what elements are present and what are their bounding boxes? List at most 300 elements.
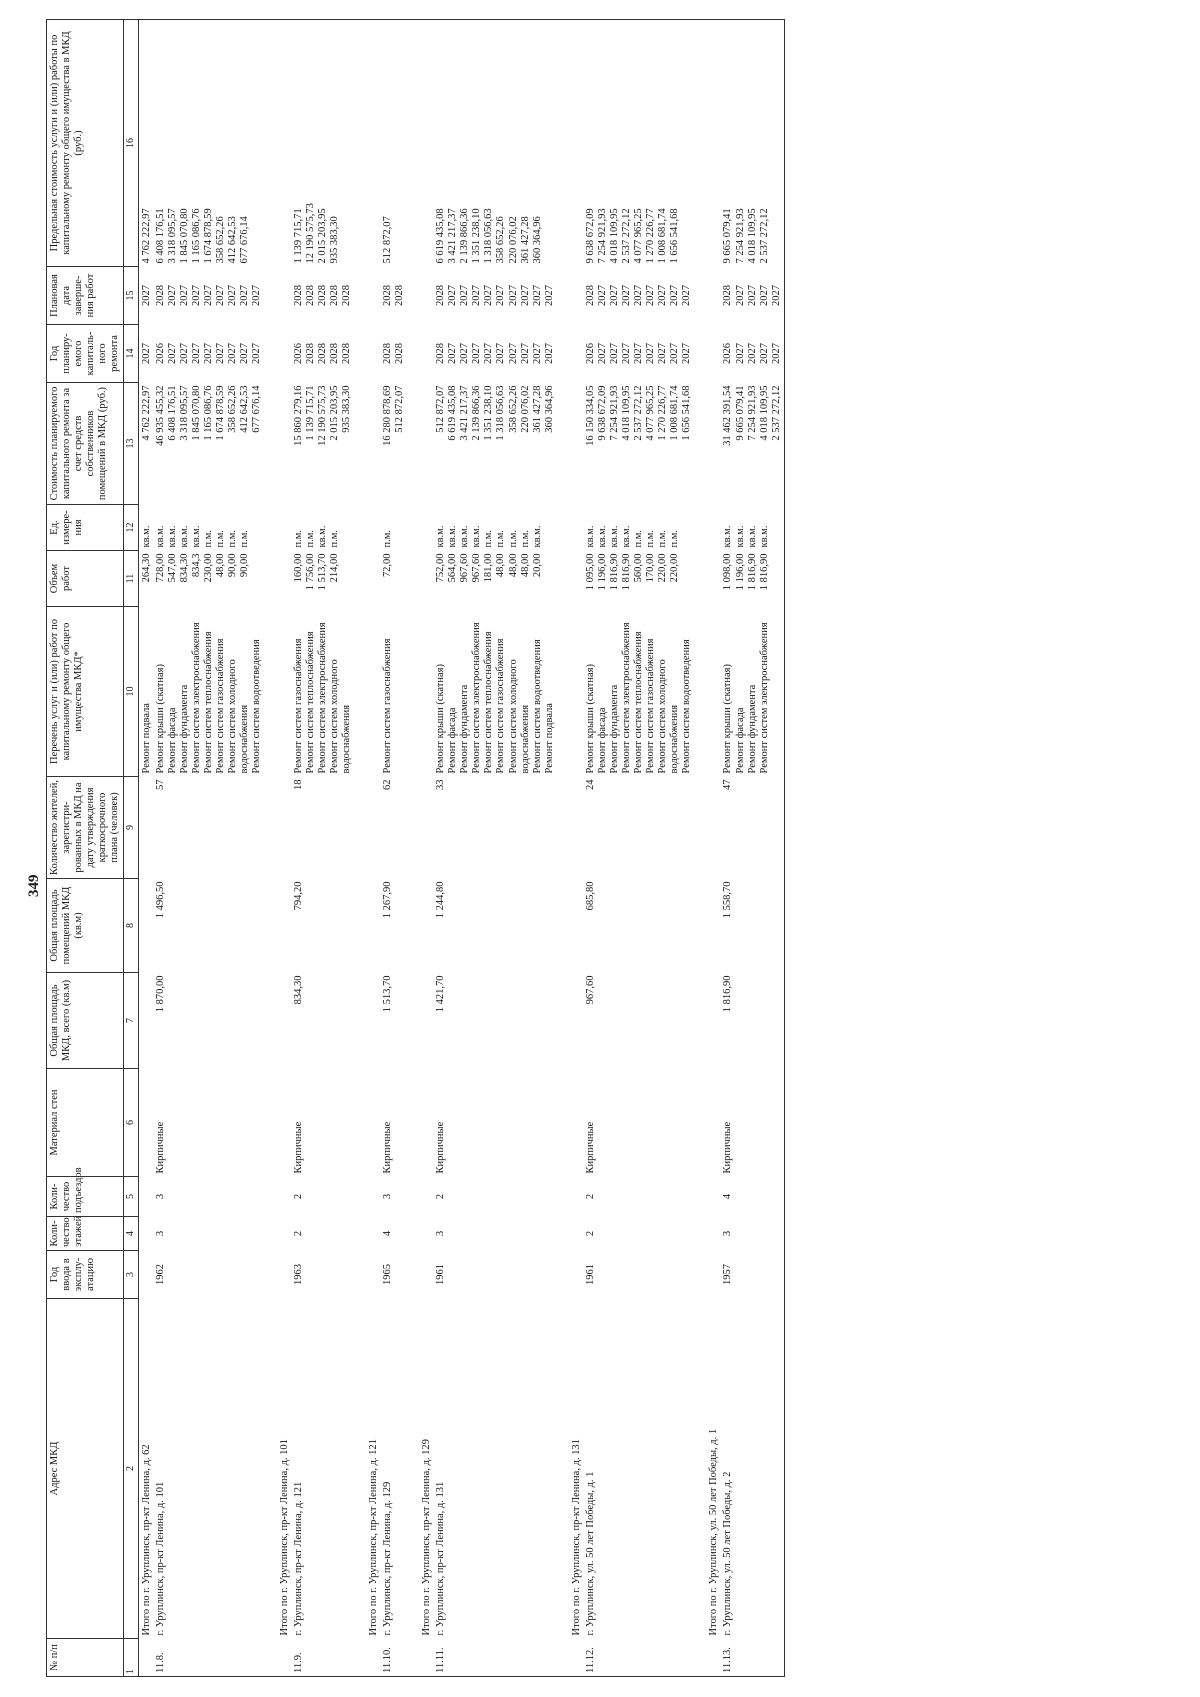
- table-cell: [407, 267, 434, 325]
- column-header: Плановая дата заверше-ния работ: [47, 267, 124, 325]
- work-plan-year: 2027: [746, 343, 758, 364]
- work-volume: 1 513,70: [316, 553, 328, 591]
- table-cell: [694, 20, 721, 267]
- house-residents: 62: [381, 779, 393, 790]
- total-label: Итого по г. Уруплинск, пр-кт Ленина, д. 62: [140, 1444, 152, 1636]
- table-cell: [694, 607, 721, 777]
- work-volume: 1 095,00: [584, 553, 596, 591]
- table-cell: [265, 1217, 292, 1251]
- table-cell: [292, 383, 354, 505]
- house-total-cost: 16 150 334,05: [584, 385, 596, 446]
- table-cell: [584, 1639, 695, 1677]
- work-name: Ремонт систем электроснабжения: [316, 622, 328, 774]
- work-end-date: 2028: [394, 285, 405, 306]
- column-header: Адрес МКД: [47, 1299, 124, 1639]
- house-floors: 3: [435, 1230, 447, 1237]
- work-end-date: 2027: [227, 285, 239, 306]
- work-cost: 677 676,14: [251, 385, 263, 433]
- work-max-cost: 7 254 921,93: [596, 208, 608, 264]
- work-name: Ремонт систем электроснабжения: [191, 622, 203, 774]
- table-cell: [138, 325, 154, 383]
- work-name: Ремонт систем газоснабжения: [495, 638, 507, 774]
- work-cost: 9 638 672,09: [596, 385, 608, 441]
- work-cost: 1 845 070,80: [191, 385, 203, 441]
- house-address: г. Уруплинск, ул. 50 лет Победы, д. 2: [722, 1471, 734, 1636]
- house-year: 1961: [435, 1264, 447, 1285]
- work-unit: п.м.: [227, 529, 239, 548]
- work-end-date: 2027: [239, 285, 251, 306]
- work-max-cost: 12 190 575,73: [304, 203, 316, 264]
- table-cell: [265, 777, 292, 879]
- work-unit: кв.м.: [179, 525, 191, 548]
- work-end-date: 2027: [447, 285, 459, 306]
- table-cell: [557, 1217, 584, 1251]
- house-material: Кирпичные: [584, 1121, 596, 1174]
- column-number: 12: [124, 505, 139, 551]
- work-volume: 1 816,90: [758, 553, 770, 591]
- work-cost: 1 674 878,59: [215, 385, 227, 441]
- work-unit: кв.м.: [154, 525, 166, 548]
- table-cell: [407, 973, 434, 1069]
- table-cell: [557, 505, 584, 551]
- house-area-premises: 794,20: [292, 881, 304, 911]
- work-plan-year: 2028: [328, 343, 340, 364]
- house-total-end: 2028: [154, 285, 166, 306]
- table-cell: [381, 1217, 407, 1251]
- work-volume: 560,00: [633, 553, 645, 583]
- work-end-date: 2027: [681, 285, 693, 306]
- work-unit: кв.м.: [584, 525, 596, 548]
- house-total-cost: 31 462 391,54: [722, 385, 734, 446]
- work-plan-year: 2027: [507, 343, 519, 364]
- work-cost: 935 383,30: [340, 385, 352, 433]
- table-cell: [434, 325, 557, 383]
- house-address: г. Уруплинск, пр-кт Ленина, д. 121: [292, 1481, 304, 1636]
- work-volume: 170,00: [645, 553, 657, 583]
- work-plan-year: 2027: [758, 343, 770, 364]
- house-year: 1961: [584, 1264, 596, 1285]
- work-plan-year: 2027: [227, 343, 239, 364]
- table-cell: [434, 267, 557, 325]
- table-cell: [265, 607, 292, 777]
- house-area-total: 1 870,00: [154, 975, 166, 1013]
- work-unit: п.м.: [292, 529, 304, 548]
- work-max-cost: 1 674 878,59: [203, 208, 215, 264]
- table-cell: [381, 607, 407, 777]
- work-cost: 6 619 435,08: [447, 385, 459, 441]
- table-cell: [354, 267, 381, 325]
- column-number: 16: [124, 20, 139, 267]
- table-cell: [434, 1299, 557, 1639]
- work-unit: п.м.: [304, 529, 316, 548]
- work-volume: 967,60: [459, 553, 471, 583]
- total-end-date: 2027: [140, 285, 152, 306]
- table-cell: [694, 267, 721, 325]
- table-cell: [138, 20, 154, 267]
- work-plan-year: 2027: [167, 343, 178, 364]
- table-cell: [557, 1177, 584, 1217]
- table-cell: [292, 1217, 354, 1251]
- work-plan-year: 2028: [304, 343, 316, 364]
- table-cell: [381, 1299, 407, 1639]
- work-plan-year: 2027: [608, 343, 620, 364]
- house-area-premises: 1 496,50: [154, 881, 166, 919]
- table-cell: [292, 879, 354, 973]
- page-number: 349: [26, 874, 42, 897]
- work-max-cost: 4 018 109,95: [608, 208, 620, 264]
- work-end-date: 2027: [495, 285, 507, 306]
- work-volume: 1 816,90: [621, 553, 632, 591]
- table-cell: [138, 505, 154, 551]
- column-header: Год ввода в эксплу-атацию: [47, 1251, 124, 1299]
- table-cell: [694, 1069, 721, 1177]
- work-volume: 20,00: [531, 553, 543, 578]
- table-cell: [138, 383, 154, 505]
- work-plan-year: 2027: [734, 343, 746, 364]
- table-cell: [292, 505, 354, 551]
- work-max-cost: 1 270 226,77: [645, 208, 657, 264]
- table-cell: [265, 1251, 292, 1299]
- work-cost: 358 652,26: [227, 385, 239, 433]
- work-plan-year: 2027: [203, 343, 215, 364]
- work-cost: 220 076,02: [519, 385, 531, 433]
- table-cell: [154, 325, 265, 383]
- work-max-cost: 4 018 109,95: [746, 208, 758, 264]
- work-volume: 967,60: [471, 553, 483, 583]
- table-cell: [265, 973, 292, 1069]
- table-cell: [265, 267, 292, 325]
- table-cell: [434, 1639, 557, 1677]
- column-number: 9: [124, 777, 139, 879]
- table-cell: [354, 325, 381, 383]
- column-number: 8: [124, 879, 139, 973]
- column-number: 14: [124, 325, 139, 383]
- table-cell: [694, 383, 721, 505]
- work-volume: 72,00: [381, 553, 393, 578]
- house-year: 1957: [722, 1264, 734, 1285]
- table-cell: [354, 383, 381, 505]
- house-total-year: 2026: [292, 343, 304, 364]
- table-cell: [138, 1299, 154, 1639]
- work-max-cost: 935 383,30: [328, 216, 340, 264]
- work-end-date: 2027: [471, 285, 483, 306]
- work-unit: кв.м.: [459, 525, 471, 548]
- work-unit: кв.м.: [722, 525, 734, 548]
- work-max-cost: 1 165 086,76: [191, 208, 203, 264]
- house-area-premises: 1 267,90: [381, 881, 393, 919]
- column-header: Стоимость планируемого капитального ремонта за счет средств собственников помещений в МКД (руб.): [47, 383, 124, 505]
- column-header: № п/п: [47, 1639, 124, 1677]
- column-number: 5: [124, 1177, 139, 1217]
- table-cell: [292, 1639, 354, 1677]
- table-cell: [584, 973, 695, 1069]
- table-cell: [138, 607, 154, 777]
- table-cell: [694, 1217, 721, 1251]
- column-header: Предельная стоимость услуги и (или) работы по капитальному ремонту общего имущества в МКД (руб.): [47, 20, 124, 267]
- table-cell: [381, 1069, 407, 1177]
- house-area-total: 967,60: [584, 975, 596, 1005]
- work-end-date: 2027: [459, 285, 471, 306]
- house-address: г. Уруплинск, пр-кт Ленина, д. 129: [381, 1481, 393, 1636]
- work-name: Ремонт подвала: [543, 703, 555, 774]
- work-max-cost: 1 351 238,10: [471, 208, 483, 264]
- table-cell: [434, 1069, 557, 1177]
- work-cost: 412 642,53: [239, 385, 251, 433]
- work-name: Ремонт систем газоснабжения: [292, 638, 304, 774]
- work-unit: п.м.: [495, 529, 507, 548]
- total-cost: 4 762 222,97: [140, 385, 152, 441]
- work-end-date: 2027: [596, 285, 608, 306]
- work-plan-year: 2027: [239, 343, 251, 364]
- table-cell: [407, 551, 434, 607]
- work-cost: 4 077 965,25: [645, 385, 657, 441]
- work-end-date: 2027: [179, 285, 191, 306]
- work-end-date: 2028: [340, 285, 352, 306]
- work-volume: 230,00: [203, 553, 215, 583]
- work-name: Ремонт систем электроснабжения: [758, 622, 770, 774]
- work-unit: кв.м.: [191, 525, 203, 548]
- work-plan-year: 2028: [394, 343, 405, 364]
- total-plan-year: 2027: [140, 343, 152, 364]
- work-volume: 220,00: [669, 553, 681, 583]
- house-total-end: 2028: [584, 285, 596, 306]
- table-cell: [354, 879, 381, 973]
- work-unit: кв.м.: [531, 525, 543, 548]
- table-cell: [694, 973, 721, 1069]
- house-area-premises: 1 558,70: [722, 881, 734, 919]
- work-name: Ремонт систем водоотведения: [251, 639, 263, 774]
- work-name: Ремонт систем холодного водоснабжения: [507, 659, 531, 774]
- work-end-date: 2027: [167, 285, 178, 306]
- house-material: Кирпичные: [292, 1121, 304, 1174]
- work-name: Ремонт крыши (скатная): [435, 663, 447, 774]
- table-cell: [407, 777, 434, 879]
- house-area-total: 1 513,70: [381, 975, 393, 1013]
- work-plan-year: 2027: [621, 343, 632, 364]
- table-cell: [407, 1299, 434, 1639]
- table-cell: [721, 1299, 784, 1639]
- work-unit: п.м.: [203, 529, 215, 548]
- work-max-cost: 9 665 079,41: [722, 208, 734, 264]
- work-name: Ремонт систем холодного водоснабжения: [227, 659, 251, 774]
- work-max-cost: 6 408 176,51: [154, 208, 166, 264]
- table-cell: [434, 505, 557, 551]
- table-cell: [721, 20, 784, 267]
- table-cell: [154, 607, 265, 777]
- work-plan-year: 2027: [179, 343, 191, 364]
- table-cell: [584, 777, 695, 879]
- work-unit: п.м.: [328, 529, 340, 548]
- work-volume: 728,00: [154, 553, 166, 583]
- house-total-cost: 15 860 279,16: [292, 385, 304, 446]
- table-cell: [138, 1217, 154, 1251]
- table-cell: [292, 20, 354, 267]
- work-max-cost: 2 537 272,12: [621, 208, 632, 264]
- work-end-date: 2027: [621, 285, 632, 306]
- work-unit: п.м.: [519, 529, 531, 548]
- house-entrances: 3: [381, 1193, 393, 1200]
- work-end-date: 2027: [608, 285, 620, 306]
- table-cell: [407, 1639, 434, 1677]
- work-volume: 48,00: [519, 553, 531, 578]
- table-cell: [407, 20, 434, 267]
- work-volume: 834,30: [179, 553, 191, 583]
- table-cell: [354, 1251, 381, 1299]
- work-max-cost: 1 008 681,74: [657, 208, 669, 264]
- table-cell: [584, 551, 695, 607]
- work-unit: кв.м.: [621, 525, 632, 548]
- table-cell: [584, 325, 695, 383]
- table-cell: [381, 20, 407, 267]
- work-max-cost: 1 318 056,63: [483, 208, 495, 264]
- house-address: г. Уруплинск, пр-кт Ленина, д. 131: [435, 1481, 447, 1636]
- work-name: Ремонт фундамента: [179, 684, 191, 774]
- column-header: Общая площадь МКД, всего (кв.м): [47, 973, 124, 1069]
- table-cell: [265, 879, 292, 973]
- house-total-end: 2028: [722, 285, 734, 306]
- table-cell: [557, 551, 584, 607]
- work-unit: кв.м.: [447, 525, 459, 548]
- work-cost: 2 139 866,36: [471, 385, 483, 441]
- house-total-year: 2026: [154, 343, 166, 364]
- work-volume: 1 098,00: [722, 553, 734, 591]
- house-total-end: 2028: [435, 285, 447, 306]
- work-end-date: 2027: [734, 285, 746, 306]
- table-cell: [694, 505, 721, 551]
- work-max-cost: 220 076,02: [507, 216, 519, 264]
- house-total-end: 2028: [292, 285, 304, 306]
- table-cell: [292, 1177, 354, 1217]
- work-max-cost: 3 318 095,57: [167, 208, 178, 264]
- table-cell: [557, 879, 584, 973]
- work-plan-year: 2027: [531, 343, 543, 364]
- table-cell: [694, 325, 721, 383]
- house-material: Кирпичные: [722, 1121, 734, 1174]
- table-cell: [154, 777, 265, 879]
- table-cell: [694, 1251, 721, 1299]
- total-label: Итого по г. Уруплинск, пр-кт Ленина, д. 101: [278, 1439, 290, 1636]
- work-name: Ремонт систем газоснабжения: [215, 638, 227, 774]
- column-number: 3: [124, 1251, 139, 1299]
- work-name: Ремонт систем водоотведения: [681, 639, 693, 774]
- work-name: Ремонт фасада: [596, 707, 608, 774]
- work-end-date: 2027: [251, 285, 263, 306]
- work-unit: п.м.: [483, 529, 495, 548]
- work-max-cost: 361 427,28: [519, 216, 531, 264]
- work-unit: кв.м.: [596, 525, 608, 548]
- work-name: Ремонт систем теплоснабжения: [304, 631, 316, 774]
- work-name: Ремонт систем холодного водоснабжения: [328, 659, 352, 774]
- table-cell: [154, 879, 265, 973]
- work-name: Ремонт систем холодного водоснабжения: [657, 659, 681, 774]
- column-number: 2: [124, 1299, 139, 1639]
- work-unit: п.м.: [381, 529, 393, 548]
- house-entrances: 2: [292, 1193, 304, 1200]
- work-volume: 752,00: [435, 553, 447, 583]
- table-cell: [154, 973, 265, 1069]
- work-max-cost: 412 642,53: [227, 216, 239, 264]
- table-cell: [557, 777, 584, 879]
- house-num: 11.8.: [154, 1652, 166, 1673]
- table-cell: [434, 607, 557, 777]
- work-cost: 2 537 272,12: [633, 385, 645, 441]
- work-unit: кв.м.: [167, 525, 178, 548]
- house-floors: 2: [584, 1230, 596, 1237]
- house-num: 11.12.: [584, 1647, 596, 1673]
- work-name: Ремонт фундамента: [608, 684, 620, 774]
- table-cell: [354, 973, 381, 1069]
- table-cell: [721, 1639, 784, 1677]
- work-end-date: 2027: [645, 285, 657, 306]
- work-volume: 547,00: [167, 553, 178, 583]
- table-cell: [292, 551, 354, 607]
- table-cell: [584, 1177, 695, 1217]
- table-cell: [265, 1299, 292, 1639]
- column-header: Общая площадь помещений МКД (кв.м): [47, 879, 124, 973]
- work-max-cost: 2 537 272,12: [758, 208, 770, 264]
- house-residents: 57: [154, 779, 166, 790]
- table-cell: [154, 1251, 265, 1299]
- column-header: Объем работ: [47, 551, 124, 607]
- house-year: 1965: [381, 1264, 393, 1285]
- work-volume: 90,00: [239, 553, 251, 578]
- work-max-cost: 2 015 203,95: [316, 208, 328, 264]
- work-cost: 358 652,26: [507, 385, 519, 433]
- column-number: 15: [124, 267, 139, 325]
- column-number: 7: [124, 973, 139, 1069]
- work-name: Ремонт систем газоснабжения: [381, 638, 393, 774]
- table-cell: [721, 777, 784, 879]
- work-max-cost: 7 254 921,93: [734, 208, 746, 264]
- table-cell: [292, 1251, 354, 1299]
- table-cell: [138, 777, 154, 879]
- work-plan-year: 2027: [495, 343, 507, 364]
- table-cell: [557, 1251, 584, 1299]
- work-volume: 220,00: [657, 553, 669, 583]
- work-volume: 564,00: [447, 553, 459, 583]
- work-unit: п.м.: [645, 529, 657, 548]
- table-cell: [557, 325, 584, 383]
- table-cell: [584, 1069, 695, 1177]
- column-number: 1: [124, 1639, 139, 1677]
- work-volume: 1 756,00: [304, 553, 316, 591]
- work-volume: 1 196,00: [596, 553, 608, 591]
- work-volume: 1 816,90: [746, 553, 758, 591]
- house-address: г. Уруплинск, пр-кт Ленина, д. 101: [154, 1481, 166, 1636]
- work-cost: 1 270 226,77: [657, 385, 669, 441]
- table-cell: [354, 1217, 381, 1251]
- table-cell: [154, 1069, 265, 1177]
- work-name: Ремонт систем газоснабжения: [645, 638, 657, 774]
- table-cell: [138, 879, 154, 973]
- work-max-cost: 358 652,26: [215, 216, 227, 264]
- table-cell: [292, 973, 354, 1069]
- column-header: Коли-чество подъездов: [47, 1177, 124, 1217]
- table-cell: [381, 383, 407, 505]
- work-max-cost: 2 139 866,36: [459, 208, 471, 264]
- table-cell: [354, 777, 381, 879]
- table-cell: [721, 1177, 784, 1217]
- table-cell: [265, 383, 292, 505]
- column-number: 11: [124, 551, 139, 607]
- table-cell: [292, 325, 354, 383]
- work-name: Ремонт фундамента: [746, 684, 758, 774]
- table-cell: [694, 1639, 721, 1677]
- table-cell: [694, 1177, 721, 1217]
- work-end-date: 2027: [191, 285, 203, 306]
- table-cell: [354, 1177, 381, 1217]
- table-cell: [557, 383, 584, 505]
